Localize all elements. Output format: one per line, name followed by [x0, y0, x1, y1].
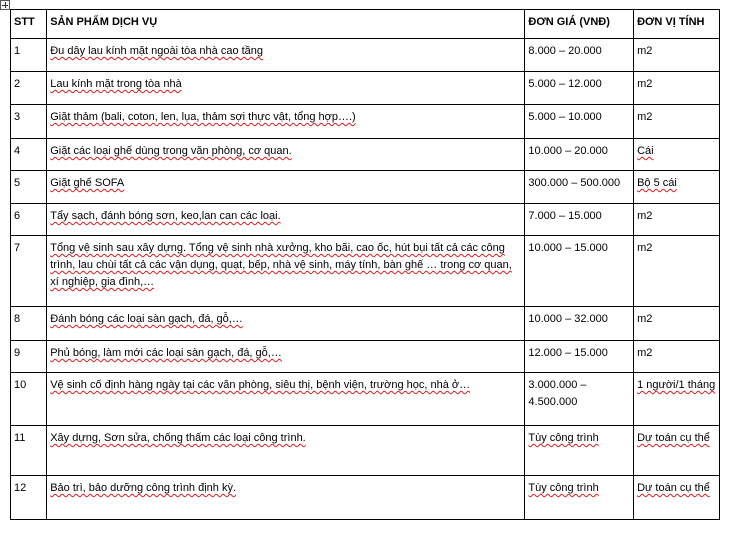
- cell-price[interactable]: 10.000 – 20.000: [525, 139, 634, 171]
- cell-price[interactable]: 10.000 – 15.000: [525, 236, 634, 307]
- cell-unit[interactable]: m2: [634, 341, 720, 373]
- cell-unit[interactable]: m2: [634, 105, 720, 139]
- cell-service[interactable]: [47, 204, 525, 236]
- price-table: [10, 9, 720, 520]
- cell-price[interactable]: [525, 476, 634, 520]
- table-row: [11, 426, 720, 476]
- cell-unit[interactable]: m2: [634, 72, 720, 105]
- service-text: Xây dựng, Sơn sửa, chống thấm các loại công trình.: [50, 432, 306, 444]
- cell-price[interactable]: 300.000 – 500.000: [525, 171, 634, 204]
- header-stt: STT: [11, 10, 47, 39]
- header-service: SẢN PHẨM DỊCH VỤ: [47, 10, 525, 39]
- table-row: [11, 307, 720, 341]
- cell-unit[interactable]: [634, 373, 720, 426]
- table-row: [11, 72, 720, 105]
- table-row: [11, 139, 720, 171]
- cell-stt[interactable]: 4: [11, 139, 47, 171]
- unit-text: Bộ 5 cái: [637, 177, 677, 189]
- cell-service[interactable]: [47, 373, 525, 426]
- price-text: Tùy công trình: [528, 482, 599, 494]
- cell-service[interactable]: [47, 139, 525, 171]
- cell-stt[interactable]: 7: [11, 236, 47, 307]
- cell-service[interactable]: [47, 171, 525, 204]
- header-unit: ĐƠN VỊ TÍNH: [634, 10, 720, 39]
- table-row: [11, 171, 720, 204]
- table-row: [11, 236, 720, 307]
- header-price: ĐƠN GIÁ (VNĐ): [525, 10, 634, 39]
- table-row: [11, 341, 720, 373]
- unit-text: Cái: [637, 145, 654, 157]
- service-text: Tổng vệ sinh sau xây dựng. Tổng vệ sinh nhà xưởng, kho bãi, cao ốc, hút bụi tất cả các công trình, lau chùi tất cả các vận dụng, quạt, bếp, nhà vệ sinh, máy tính, bàn ghế … trong cơ quan, xí nghiệp, gia đình,…: [50, 242, 512, 288]
- table-row: [11, 204, 720, 236]
- cell-unit[interactable]: m2: [634, 236, 720, 307]
- cell-service[interactable]: [47, 72, 525, 105]
- service-text: Đu dây lau kính mặt ngoài tòa nhà cao tầng: [50, 45, 264, 57]
- cell-unit[interactable]: m2: [634, 39, 720, 72]
- cell-price[interactable]: 5.000 – 10.000: [525, 105, 634, 139]
- cell-unit[interactable]: [634, 139, 720, 171]
- unit-text: 1 người/1 tháng: [637, 379, 716, 391]
- cell-service[interactable]: [47, 307, 525, 341]
- cell-stt[interactable]: 8: [11, 307, 47, 341]
- cell-price[interactable]: 3.000.000 – 4.500.000: [525, 373, 634, 426]
- table-row: [11, 476, 720, 520]
- cell-service[interactable]: [47, 236, 525, 307]
- cell-price[interactable]: [525, 426, 634, 476]
- unit-text: Dự toán cụ thể: [637, 432, 710, 444]
- service-text: Giặt ghế SOFA: [50, 177, 125, 189]
- cell-stt[interactable]: 3: [11, 105, 47, 139]
- header-row: [11, 10, 720, 39]
- cell-price[interactable]: 10.000 – 32.000: [525, 307, 634, 341]
- service-text: Vệ sinh cố định hàng ngày tại các văn phòng, siêu thị, bệnh viện, trường học, nhà ở…: [50, 379, 471, 391]
- service-text: Lau kính mặt trong tòa nhà: [50, 78, 182, 90]
- cell-stt[interactable]: 5: [11, 171, 47, 204]
- cell-unit[interactable]: [634, 171, 720, 204]
- cell-service[interactable]: [47, 341, 525, 373]
- table-row: [11, 39, 720, 72]
- cell-stt[interactable]: 11: [11, 426, 47, 476]
- cell-stt[interactable]: 9: [11, 341, 47, 373]
- service-text: Giặt thảm (bali, coton, len, lụa, thảm sợi thực vật, tổng hợp….): [50, 111, 356, 123]
- cell-service[interactable]: [47, 39, 525, 72]
- cell-unit[interactable]: m2: [634, 204, 720, 236]
- cell-unit[interactable]: m2: [634, 307, 720, 341]
- service-text: Đánh bóng các loại sàn gạch, đá, gỗ,…: [50, 313, 243, 325]
- cell-stt[interactable]: 2: [11, 72, 47, 105]
- cell-price[interactable]: 5.000 – 12.000: [525, 72, 634, 105]
- cell-stt[interactable]: 12: [11, 476, 47, 520]
- table-row: [11, 105, 720, 139]
- cell-price[interactable]: 12.000 – 15.000: [525, 341, 634, 373]
- cell-unit[interactable]: [634, 476, 720, 520]
- cell-service[interactable]: [47, 476, 525, 520]
- cell-price[interactable]: 8.000 – 20.000: [525, 39, 634, 72]
- cell-service[interactable]: [47, 426, 525, 476]
- cell-stt[interactable]: 6: [11, 204, 47, 236]
- cell-service[interactable]: [47, 105, 525, 139]
- table-move-handle-icon[interactable]: [0, 0, 10, 10]
- service-text: Tẩy sạch, đánh bóng sơn, keo,lan can các loại.: [50, 210, 281, 222]
- service-text: Phủ bóng, làm mới các loại sàn gạch, đá, gỗ,…: [50, 347, 282, 359]
- cell-stt[interactable]: 10: [11, 373, 47, 426]
- cell-stt[interactable]: 1: [11, 39, 47, 72]
- unit-text: Dự toán cụ thể: [637, 482, 710, 494]
- price-text: Tùy công trình: [528, 432, 599, 444]
- cell-unit[interactable]: [634, 426, 720, 476]
- service-text: Giặt các loại ghế dùng trong văn phòng, cơ quan.: [50, 145, 292, 157]
- service-text: Bảo trì, bảo dưỡng công trình định kỳ.: [50, 482, 237, 494]
- cell-price[interactable]: 7.000 – 15.000: [525, 204, 634, 236]
- table-row: [11, 373, 720, 426]
